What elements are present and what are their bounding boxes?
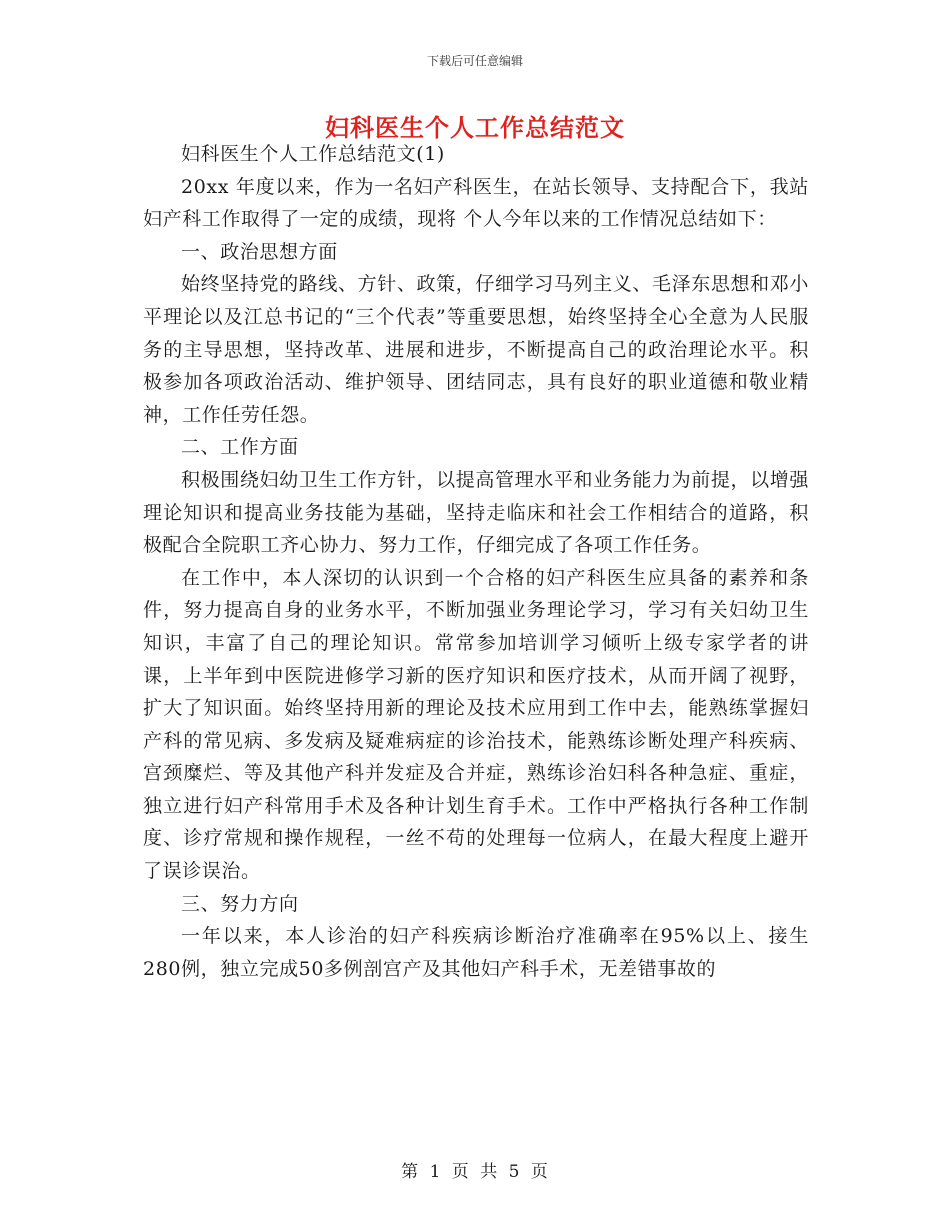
document-title: 妇科医生个人工作总结范文: [325, 113, 625, 142]
paragraph-work-2: 在工作中，本人深切的认识到一个合格的妇产科医生应具备的素养和条件，努力提高自身的业务水平，不断加强业务理论学习，学习有关妇幼卫生知识，丰富了自己的理论知识。常常参加培训学习倾听上级专家学者的讲课，上半年到中医院进修学习新的医疗知识和医疗技术，从而开阔了视野，扩大了知识面。始终坚持用新的理论及技术应用到工作中去，能熟练掌握妇产科的常见病、多发病及疑难病症的诊治技术，能熟练诊断处理产科疾病、宫颈糜烂、等及其他产科并发症及合并症，熟练诊治妇科各种急症、重症，独立进行妇产科常用手术及各种计划生育手术。工作中严格执行各种工作制度、诊疗常规和操作规程，一丝不苟的处理每一位病人，在最大程度上避开了误诊误治。: [143, 566, 809, 883]
paragraph-work-1: 积极围绕妇幼卫生工作方针，以提高管理水平和业务能力为前提，以增强理论知识和提高业务技能为基础，坚持走临床和社会工作相结合的道路，积极配合全院职工齐心协力、努力工作，仔细完成了各项工作任务。: [143, 468, 809, 557]
section-heading-politics: 一、政治思想方面: [181, 240, 338, 263]
paragraph-intro: 20xx 年度以来，作为一名妇产科医生，在站长领导、支持配合下，我站妇产科工作取得了一定的成绩，现将 个人今年以来的工作情况总结如下：: [143, 175, 809, 231]
page-number-footer: 第 1 页 共 5 页: [401, 1162, 549, 1182]
paragraph-politics: 始终坚持党的路线、方针、政策，仔细学习马列主义、毛泽东思想和邓小平理论以及江总书记的“三个代表”等重要思想，始终坚持全心全意为人民服务的主导思想，坚持改革、进展和进步，不断提高自己的政治理论水平。积极参加各项政治活动、维护领导、团结同志，具有良好的职业道德和敬业精神，工作任劳任怨。: [143, 273, 809, 426]
paragraph-direction: 一年以来，本人诊治的妇产科疾病诊断治疗准确率在95%以上、接生280例，独立完成50多例剖宫产及其他妇产科手术，无差错事故的: [143, 925, 809, 980]
section-heading-direction: 三、努力方向: [181, 892, 299, 915]
paragraph-subtitle: 妇科医生个人工作总结范文(1): [181, 143, 445, 165]
page-header-note: 下载后可任意编辑: [426, 54, 523, 68]
document-body: [143, 138, 809, 985]
section-heading-work: 二、工作方面: [181, 436, 299, 459]
